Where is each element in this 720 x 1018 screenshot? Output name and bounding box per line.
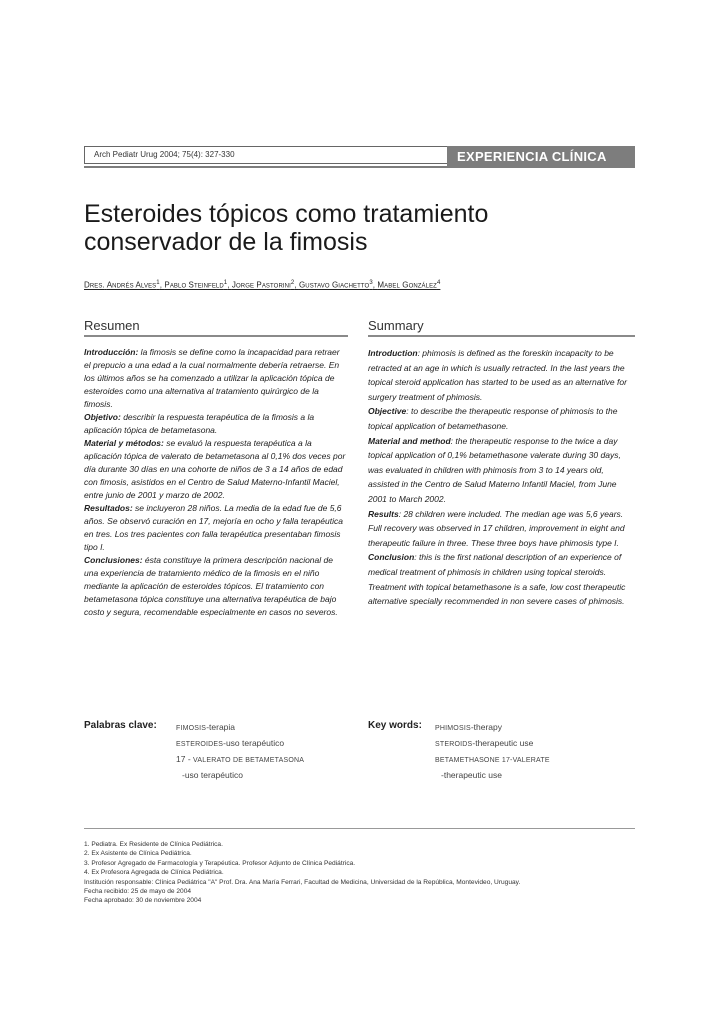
title-line-2: conservador de la fimosis — [84, 228, 368, 256]
footnote: 2. Ex Asistente de Clínica Pediátrica. — [84, 850, 192, 858]
author: Pablo Steinfeld — [164, 280, 224, 290]
section-text: se incluyeron 28 niños. La media de la edad fue de 5,6 años. Se observó curación en 17, mejoría en ocho y falla terapéutica en tres. Los tres pacientes con falla terapéutica presentaban fimosis tipo I. — [84, 503, 343, 552]
section-text: : this is the first national description of an experience of medical treatment of phimosis in children using topical steroids. Treatment with topical betamethasone is a safe, low cost therapeutic alternative specially recommended in non severe cases of phimosis. — [368, 552, 626, 607]
keywords-label: Palabras clave: — [84, 720, 157, 731]
section-label: Material y métodos: — [84, 438, 164, 448]
authors-prefix: Dres. — [84, 280, 105, 290]
keyword: ESTEROIDES-uso terapéutico — [176, 738, 285, 748]
keyword: -therapeutic use — [441, 770, 502, 780]
section-text: : to describe the therapeutic response of phimosis to the topical application of betamethasone. — [368, 406, 618, 431]
author-affiliation: 3 — [369, 280, 373, 286]
author-list: Dres. Andrés Alves$^1$, Pablo Steinfeld$^1$, Jorge Pastorini$^2$, Gustavo Giachetto$^3$, Mabel González$^4$ — [84, 280, 441, 290]
section-text: : 28 children were included. The median age was 5,6 years. Full recovery was observed in 17 children, improvement in eight and therapeutic failure in three. These three boys have phimosis type I. — [368, 508, 625, 548]
section-label: Objective — [368, 406, 407, 417]
section-label: Introduction — [368, 348, 418, 358]
section-text: describir la respuesta terapéutica de la fimosis a la aplicación tópica de betametasona. — [84, 412, 315, 435]
keywords-list — [176, 720, 351, 783]
keywords-list — [435, 720, 635, 783]
author: Gustavo Giachetto — [298, 280, 370, 290]
section-label: Results — [368, 508, 399, 519]
footnote: Fecha recibido: 25 de mayo de 2004 — [84, 888, 192, 896]
author-affiliation: 2 — [290, 280, 295, 286]
keyword: PHIMOSIS-therapy — [435, 722, 503, 732]
summary-text — [368, 346, 635, 609]
keywords-label: Key words: — [368, 720, 422, 731]
footnote: 4. Ex Profesora Agregada de Clínica Pediátrica. — [84, 869, 224, 877]
section-label: Resultados: — [84, 503, 133, 513]
section-label: Conclusion — [368, 552, 415, 563]
author-affiliation: 1 — [156, 280, 160, 286]
author-affiliation: 1 — [223, 280, 228, 286]
section-label: Material and method — [368, 435, 451, 446]
keyword: BETAMETHASONE 17-VALERATE — [435, 757, 550, 764]
keyword: STEROIDS-therapeutic use — [435, 738, 534, 748]
footnote-rule — [84, 828, 635, 829]
section-text: ésta constituye la primera descripción nacional de una experiencia de tratamiento médico de la fimosis en el niño mediante la aplicación de esteroides tópicos. El tratamiento con betametasona tópica constituye una alternativa terapéutica de bajo costo y segura, recomendable especialmente en casos no severos. — [84, 555, 338, 617]
resumen-column — [84, 318, 348, 619]
summary-heading: Summary — [368, 318, 635, 337]
author: Andrés Alves — [106, 280, 157, 290]
article-title — [84, 200, 644, 256]
section-label: Introducción: — [84, 347, 139, 357]
section-text: la fimosis se define como la incapacidad para retraer el prepucio a una edad a la cual normalmente debería retraerse. En los últimos años se ha comenzado a utilizar la aplicación tópica de esteroides como una alternativa al tratamiento quirúrgico de la fimosis. — [84, 347, 340, 409]
resumen-heading: Resumen — [84, 318, 348, 337]
keyword: -uso terapéutico — [182, 770, 243, 780]
section-label: Conclusiones: — [84, 555, 143, 565]
section-text: : phimosis is defined as the foreskin incapacity to be retracted at an age in which is usually retracted. In the last years the topical steroid application has started to be used as an alternative for surgery treatment of phimosis. — [368, 348, 627, 402]
keyword: 17 - VALERATO DE BETAMETASONA — [176, 754, 305, 764]
footnote: 1. Pediatra. Ex Residente de Clínica Pediátrica. — [84, 841, 223, 848]
keyword: FIMOSIS-terapia — [176, 722, 236, 732]
header-rule — [84, 166, 448, 168]
title-line-1: Esteroides tópicos como tratamiento — [84, 200, 489, 228]
footnote: Institución responsable: Clínica Pediátrica "A" Prof. Dra. Ana María Ferrari, Facultad de Medicina, Universidad de la República, Montevideo, Uruguay. — [84, 878, 521, 886]
footnotes — [84, 840, 644, 906]
footnote: Fecha aprobado: 30 de noviembre 2004 — [84, 897, 202, 905]
section-tag: EXPERIENCIA CLÍNICA — [447, 146, 635, 168]
footnote: 3. Profesor Agregado de Farmacología y Terapéutica. Profesor Adjunto de Clínica Pediátrica. — [84, 859, 356, 867]
section-label: Objetivo: — [84, 412, 121, 422]
journal-citation: Arch Pediatr Urug 2004; 75(4): 327-330 — [84, 146, 448, 164]
resumen-text — [84, 346, 348, 619]
author-affiliation: 4 — [436, 280, 441, 286]
author: Jorge Pastorini — [231, 280, 291, 290]
author: Mabel González — [377, 280, 437, 290]
summary-column — [368, 318, 635, 609]
section-text: se evaluó la respuesta terapéutica a la aplicación tópica de valerato de betametasona al 0,1% dos veces por día durante 30 días en una cohorte de niños de 3 a 14 años de edad con fimosis, asistidos en el Centro de Salud Materno-Infantil Maciel, entre junio de 2001 y marzo de 2002. — [84, 438, 346, 500]
section-text: : the therapeutic response to the twice a day topical application of 0,1% betamethasone valerate during 30 days, was evaluated in children with phimosis from 3 to 14 years old, assisted in the Centro de Salud Materno Infantil Maciel, from June 2001 to March 2002. — [368, 435, 621, 504]
